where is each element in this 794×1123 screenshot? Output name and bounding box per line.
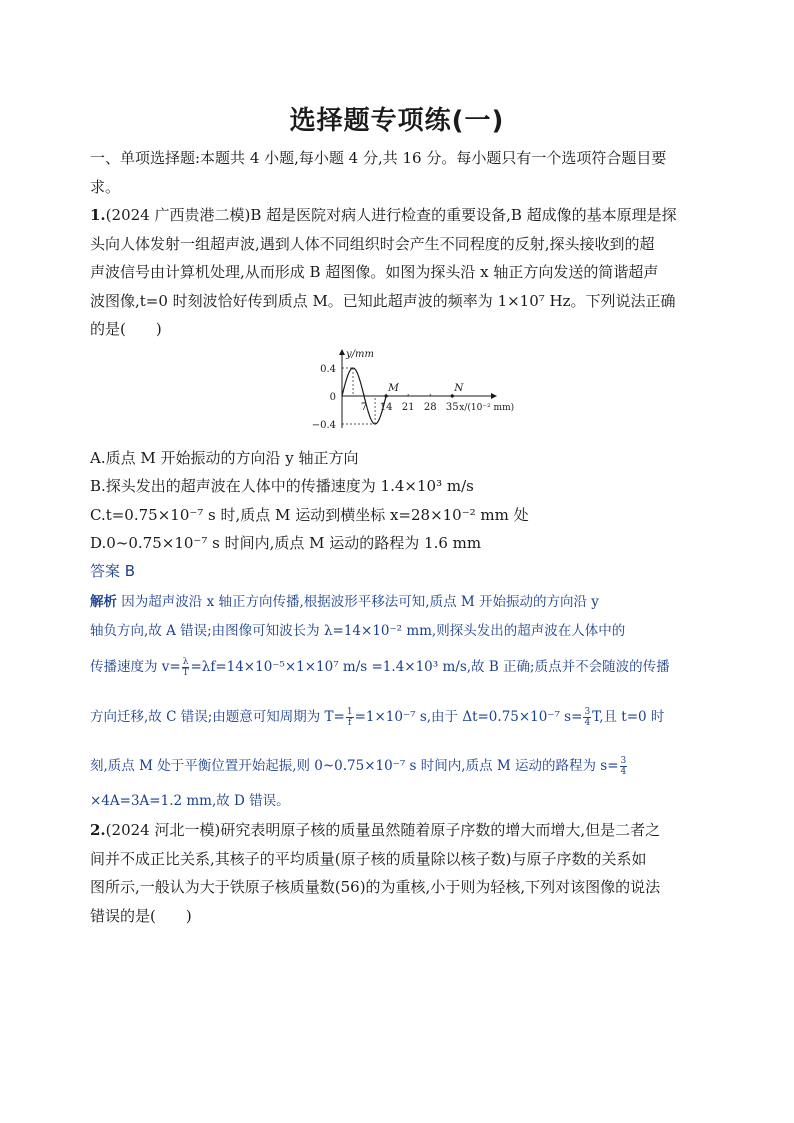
- fraction-lambda-over-t: [182, 657, 190, 678]
- question-2-line-1: (2024 河北一模)研究表明原子核的质量虽然随着原子序数的增大而增大,但是二者之: [105, 821, 661, 839]
- page-title: 选择题专项练(一): [289, 106, 505, 136]
- analysis-line-4: [90, 707, 702, 728]
- point-n: [451, 394, 454, 397]
- question-1-line-3: 声波信号由计算机处理,从而形成 B 超图像。如图为探头沿 x 轴正方向发送的简谐超声: [90, 263, 659, 281]
- fraction-denominator: 4: [584, 718, 591, 728]
- point-n-label: N: [454, 382, 464, 394]
- question-1-line-5: 的是( ): [90, 320, 162, 338]
- analysis-line-2: 轴负方向,故 A 错误;由图像可知波长为 λ=14×10⁻² mm,则探头发出的超声波在人体中的: [90, 623, 626, 639]
- question-2-stem: [90, 816, 702, 930]
- fraction-denominator: f: [348, 718, 352, 728]
- section-line-2: 求。: [90, 177, 121, 196]
- x-tick-label: 14: [379, 402, 393, 413]
- question-1-line-1: (2024 广西贵港二模)B 超是医院对病人进行检查的重要设备,B 超成像的基本原理是探: [105, 206, 677, 224]
- analysis-text-3a: 传播速度为 v=: [90, 659, 181, 675]
- question-2-line-2: 间并不成正比关系,其核子的平均质量(原子核的质量除以核子数)与原子序数的关系如: [90, 849, 647, 868]
- option-b[interactable]: B.探头发出的超声波在人体中的传播速度为 1.4×10³ m/s: [90, 477, 474, 495]
- y-axis-label: y/mm: [346, 349, 374, 360]
- analysis-text-1: 因为超声波沿 x 轴正方向传播,根据波形平移法可知,质点 M 开始振动的方向沿 y: [117, 594, 599, 610]
- point-m: [385, 394, 388, 397]
- analysis-line-6: ×4A=3A=1.2 mm,故 D 错误。: [90, 793, 290, 809]
- analysis-text-3b: =λf=14×10⁻⁵×1×10⁷ m/s =1.4×10³ m/s,故 B 正确;质点并不会随波的传播: [190, 659, 670, 675]
- analysis-line-3: [90, 657, 702, 678]
- analysis-line-1: [90, 594, 702, 610]
- y-tick-label: 0: [329, 392, 336, 403]
- question-1-number: 1.: [90, 206, 106, 224]
- fraction-numerator: 1: [346, 707, 353, 717]
- fraction-denominator: T: [182, 668, 189, 678]
- analysis-text-4b: =1×10⁻⁷ s,由于 Δt=0.75×10⁻⁷ s=: [354, 709, 583, 725]
- question-2-line-3: 图所示,一般认为大于铁原子核质量数(56)的为重核,小于则为轻核,下列对该图像的说法: [90, 878, 661, 896]
- question-2-line-4: 错误的是( ): [90, 906, 192, 925]
- x-axis-label: x/(10⁻² mm): [459, 403, 515, 413]
- section-line-1: 一、单项选择题:本题共 4 小题,每小题 4 分,共 16 分。每小题只有一个选项符合题目要: [90, 149, 667, 167]
- fraction-numerator: 3: [620, 756, 627, 766]
- point-m-label: M: [388, 382, 399, 394]
- fraction-three-quarters-2: [620, 756, 628, 777]
- fraction-denominator: 4: [620, 767, 627, 777]
- question-1-line-2: 头向人体发射一组超声波,遇到人体不同组织时会产生不同程度的反射,探头接收到的超: [90, 234, 655, 253]
- analysis-tag: 解析: [90, 594, 117, 610]
- answer: 答案 B: [90, 562, 136, 580]
- question-2-number: 2.: [90, 821, 106, 839]
- analysis-text-4c: T,且 t=0 时: [592, 709, 665, 725]
- x-tick-label: 35: [445, 402, 459, 413]
- question-1-stem: [90, 201, 702, 344]
- y-tick-label: 0.4: [320, 364, 336, 375]
- fraction-three-quarters: [583, 707, 591, 728]
- fraction-numerator: λ: [182, 657, 189, 667]
- x-tick-label: 21: [401, 402, 415, 413]
- fraction-numerator: 3: [584, 707, 591, 717]
- analysis-text-5a: 刻,质点 M 处于平衡位置开始起振,则 0~0.75×10⁻⁷ s 时间内,质点 M 运动的路程为 s=: [90, 758, 619, 774]
- option-c[interactable]: C.t=0.75×10⁻⁷ s 时,质点 M 运动到横坐标 x=28×10⁻² mm 处: [90, 506, 529, 524]
- wave-chart: [296, 346, 515, 432]
- y-tick-label: −0.4: [311, 420, 336, 431]
- x-tick-label: 28: [423, 402, 437, 413]
- analysis-line-5: [90, 756, 702, 777]
- analysis-text-4a: 方向迁移,故 C 错误;由题意可知周期为 T=: [90, 709, 345, 725]
- fraction-one-over-f: [346, 707, 354, 728]
- option-d[interactable]: D.0~0.75×10⁻⁷ s 时间内,质点 M 运动的路程为 1.6 mm: [90, 534, 482, 552]
- question-1-line-4: 波图像,t=0 时刻波恰好传到质点 M。已知此超声波的频率为 1×10⁷ Hz。下列说法正确: [90, 291, 676, 310]
- x-tick-label: 7: [360, 402, 368, 413]
- section-heading: [90, 144, 702, 201]
- option-a[interactable]: A.质点 M 开始振动的方向沿 y 轴正方向: [90, 449, 359, 467]
